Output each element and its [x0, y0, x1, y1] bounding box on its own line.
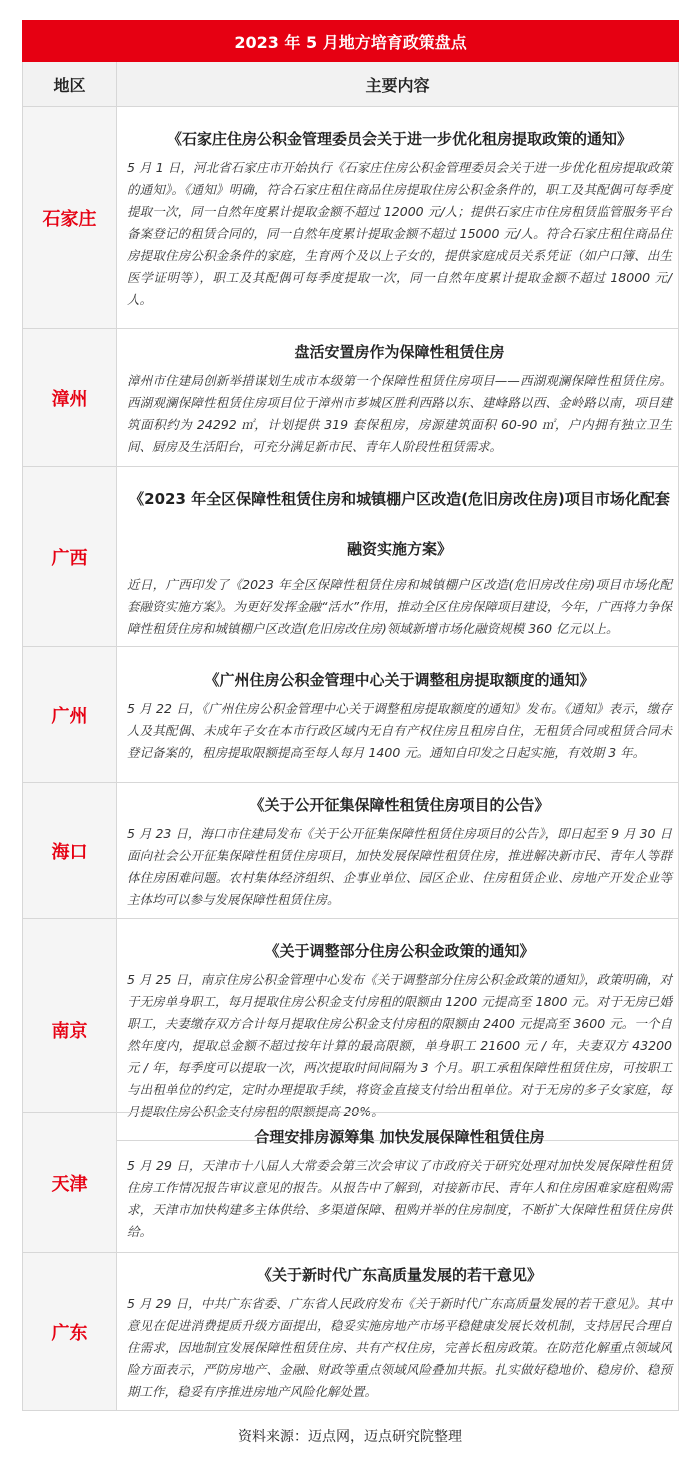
policy-body: 5 月 25 日，南京住房公积金管理中心发布《关于调整部分住房公积金政策的通知》，政策明确，对于无房单身职工，每月提取住房公积金支付房租的限额由 1200 元提高至 1800 元。对于无房已婚职工，夫妻缴存双方合计每月提取住房公积金支付房租的限额由 2400 元提高至 3600 元。一个自然年度内，提取总金额不超过按年计算的最高限额，单身职工 21600 元 / 年，夫妻双方 43200 元 / 年，每季度可以提取一次，两次提取时间间隔为 3 个月。职工承租保障性租赁住房，可按职工与出租单位的约定，定时办理提取手续，将资金直接支付给出租单位。对于无房的多子女家庭，每月提取住房公积金支付房租的限额提高 20%。: [127, 971, 673, 1119]
content-cell: [117, 783, 679, 919]
region-cell: 广州: [23, 647, 117, 783]
content-cell: [117, 467, 679, 647]
policy-title: 《广州住房公积金管理中心关于调整租房提取额度的通知》: [204, 670, 595, 689]
content-cell: [117, 647, 679, 783]
content-cell: [117, 107, 679, 329]
table-row: [23, 1113, 679, 1253]
region-cell: 广西: [23, 467, 117, 647]
header-content: 主要内容: [117, 62, 679, 107]
policy-body: 5 月 22 日，《广州住房公积金管理中心关于调整租房提取额度的通知》发布。《通知》表示，缴存人及其配偶、未成年子女在本市行政区域内无自有产权住房且租房自住，无租赁合同或租赁合同未登记备案的，租房提取限额提高至每人每月 1400 元。通知自印发之日起实施，有效期 3 年。: [127, 700, 673, 760]
policy-title: 合理安排房源筹集 加快发展保障性租赁住房: [254, 1127, 545, 1146]
policy-body: 5 月 1 日，河北省石家庄市开始执行《石家庄住房公积金管理委员会关于进一步优化租房提取政策的通知》。《通知》明确，符合石家庄租住商品住房提取住房公积金条件的，职工及其配偶可每季度提取一次，同一自然年度累计提取金额不超过 12000 元/人；提供石家庄市住房租赁监管服务平台备案登记的租赁合同的，同一自然年度累计提取金额不超过 15000 元/人。符合石家庄租住商品住房提取住房公积金条件的家庭，生育两个及以上子女的，提供家庭成员关系凭证（如户口簿、出生医学证明等），职工及其配偶可每季度提取一次，同一自然年度累计提取金额不超过 18000 元/人。: [127, 159, 673, 307]
table-row: [23, 647, 679, 783]
source-note: 资料来源：迈点网，迈点研究院整理: [238, 1429, 462, 1445]
region-cell: 广东: [23, 1253, 117, 1411]
policy-body: 5 月 29 日，天津市十八届人大常委会第三次会审议了市政府关于研究处理对加快发展保障性租赁住房工作情况报告审议意见的报告。从报告中了解到，对接新市民、青年人和住房困难家庭租购需求，天津市加快构建多主体供给、多渠道保障、租购并举的住房制度，不断扩大保障性租赁住房供给。: [127, 1157, 672, 1239]
policy-body: 漳州市住建局创新举措谋划生成市本级第一个保障性租赁住房项目——西湖观澜保障性租赁住房。西湖观澜保障性租赁住房项目位于漳州市芗城区胜利西路以东、建峰路以西、金岭路以南，项目建筑面积约为 24292 ㎡，计划提供 319 套保租房，房源建筑面积 60-90 ㎡，户内拥有独立卫生间、厨房及生活阳台，可充分满足新市民、青年人阶段性租赁需求。: [127, 372, 673, 454]
table-row: [23, 467, 679, 647]
policy-table: [22, 20, 679, 1141]
region-cell: 天津: [23, 1113, 117, 1253]
table-header-row: [23, 62, 679, 107]
table-title: 2023 年 5 月地方培育政策盘点: [23, 21, 679, 62]
region-cell: 南京: [23, 919, 117, 1141]
region-cell: 漳州: [23, 329, 117, 467]
content-cell: [117, 919, 679, 1141]
policy-title: 《关于调整部分住房公积金政策的通知》: [264, 941, 535, 960]
policy-title: 《石家庄住房公积金管理委员会关于进一步优化租房提取政策的通知》: [167, 129, 633, 148]
policy-body: 5 月 29 日，中共广东省委、广东省人民政府发布《关于新时代广东高质量发展的若干意见》。其中意见在促进消费提质升级方面提出，稳妥实施房地产市场平稳健康发展长效机制，支持居民合理自住需求，因地制宜发展保障性租赁住房、共有产权住房，完善长租房政策。在防范化解重点领域风险方面表示，严防房地产、金融、财政等重点领域风险叠加共振。扎实做好稳地价、稳房价、稳预期工作，稳妥有序推进房地产风险化解处置。: [127, 1295, 672, 1399]
table-row: [23, 1253, 679, 1411]
table-row: [23, 783, 679, 919]
table-row: [23, 919, 679, 1141]
table-row: [23, 107, 679, 329]
policy-body: 近日，广西印发了《2023 年全区保障性租赁住房和城镇棚户区改造(危旧房改住房)项目市场化配套融资实施方案》。为更好发挥金融“活水”作用，推动全区住房保障项目建设，今年，广西将力争保障性租赁住房和城镇棚户区改造(危旧房改住房)领域新增市场化融资规模 360 亿元以上。: [127, 576, 673, 636]
policy-body: 5 月 23 日，海口市住建局发布《关于公开征集保障性租赁住房项目的公告》，即日起至 9 月 30 日面向社会公开征集保障性租赁住房项目，加快发展保障性租赁住房，推进解决新市民、青年人等群体住房困难问题。农村集体经济组织、企事业单位、园区企业、住房租赁企业、房地产开发企业等主体均可以参与发展保障性租赁住房。: [127, 825, 673, 907]
table-row: [23, 329, 679, 467]
table-title-row: [23, 21, 679, 62]
policy-table-continued: [22, 1112, 679, 1411]
content-cell: [117, 1253, 679, 1411]
region-cell: 石家庄: [23, 107, 117, 329]
header-region: 地区: [23, 62, 117, 107]
policy-title: 盘活安置房作为保障性租赁住房: [294, 342, 505, 361]
content-cell: [117, 329, 679, 467]
region-cell: 海口: [23, 783, 117, 919]
policy-title: 《2023 年全区保障性租赁住房和城镇棚户区改造(危旧房改住房)项目市场化配套融资实施方案》: [129, 489, 670, 558]
policy-title: 《关于新时代广东高质量发展的若干意见》: [256, 1265, 542, 1284]
content-cell: [117, 1113, 679, 1253]
policy-title: 《关于公开征集保障性租赁住房项目的公告》: [249, 795, 550, 814]
